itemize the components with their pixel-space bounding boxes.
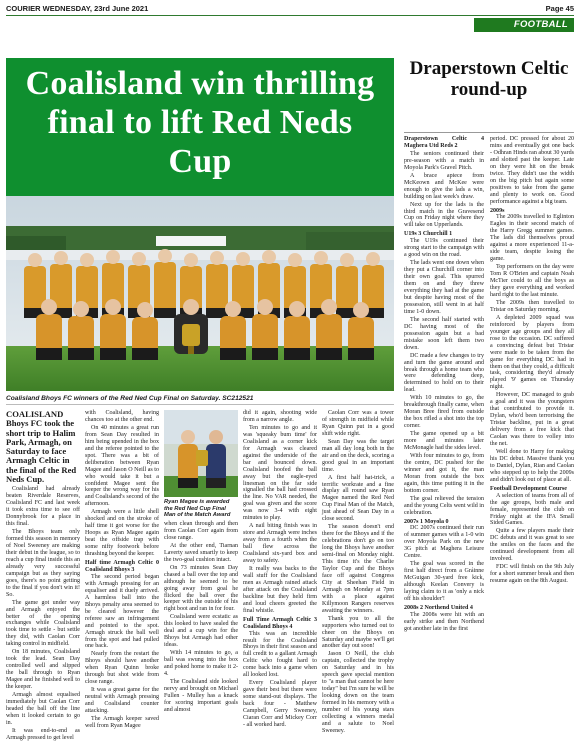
- paragraph: The second period began with Armagh pressing for an equaliser and it duely arrived. A harmless ball into the Bhoys penalty area seemed to be cleared however the referee saw an infringement and pointed to the spot. Armagh struck the ball well from the spot and had pulled one back.: [85, 573, 159, 650]
- paragraph: with Coalisland, having chances too at the other end.: [85, 410, 159, 423]
- paragraph: On 18 minutes, Coalisland took the lead. Sean Day controlled well and slipped the ball through to Ryan Magee and he finished well to the keeper.: [6, 649, 80, 691]
- paragraph: This was an incredible result for the Coalisland Bhoys in their first season and full credit to a gallant Armagh Celtic who fought hard to come back into a game when all looked lost.: [243, 630, 317, 679]
- paragraph: The Armagh keeper saved well from Ryan Magee: [85, 715, 159, 729]
- match-result: 2008s 2 Northend United 4: [404, 604, 473, 611]
- paragraph: The goal was scored in the first half direct from a Gráinne McGuigan 30-yard free kick, although Keelan Convery is laying claim to it as 'only a nick off his shoulder'!: [404, 561, 484, 602]
- sidebar-column-1: [404, 136, 484, 734]
- paragraph: Coalisland had already beaten Riverdale Reserves, Coalisland FC and last week it took extra time to see off Donnybrook for a place in this final.: [6, 486, 80, 528]
- paragraph: The 2009s then travelled to Tristar on Saturday morning.: [490, 299, 574, 313]
- paragraph: With 14 minutes to go, a ball was swung into the box and poked home to make it 2-4.: [164, 650, 238, 678]
- paragraph: DC 2007s continued their run of summer games with a 1-0 win over Moyola Park on the new 3G pitch at Maghera Leisure Centre.: [404, 525, 484, 560]
- paragraph: The seniors continued their pre-season with a match in Moyola Park's Gravel Pitch.: [404, 150, 484, 171]
- paragraph: However, DC managed to grab a goal and it was the youngsters that contributed to provide it. Dylan, who'd been terrorising the Tristar backline, put in a great delivery from a free kick that Caolan was there to volley into the net.: [490, 392, 574, 447]
- paragraph: did it again, shooting wide from a narrow angle.: [243, 410, 317, 423]
- masthead-rule: [6, 15, 574, 16]
- paragraph: Every Coalisland player gave their best but there were some stand-out displays. The back four - Matthew Campbell, Gerry Sweeney, Ciaran Corr and Mickey Corr - all worked hard.: [243, 680, 317, 728]
- paragraph: A selection of teams from all of the age groups, both male and female, represented the club on Friday night at the IFA Small Sided Games.: [490, 492, 574, 527]
- inset-photo: [164, 410, 238, 497]
- paragraph: The Coalisland side looked nervy and brought on Michael Fullen - Mulley has a knack for scoring important goals and almost: [164, 678, 238, 713]
- match-result: Draperstown Celtic 4 Maghera Utd Reds 2: [404, 136, 484, 149]
- paragraph: DC made a few changes to try and turn the game around and break through a home team who were defending deep, determined to hold on to their lead.: [404, 352, 484, 394]
- paragraph: Coalisland were ecstatic as this looked to have sealed the deal and a cup win for the Bhoys but Armagh had other ideas.: [164, 614, 238, 649]
- paragraph: With 10 minutes to go, the breakthrough finally came, when Moran Bree fired from outside the box rifled a shot into the top corner.: [404, 395, 484, 430]
- paragraph: FDC will finish on the 9th July for a short summer break and then resume again on the 8th August.: [490, 564, 574, 585]
- score-subhead: Half time Armagh Celtic 0 Coalisland Bhoys 3: [85, 560, 159, 573]
- sidebar-column-2: [490, 136, 574, 734]
- masthead: [6, 2, 574, 15]
- paragraph: Sean Day was the target man all day long both in the air and on the deck, scoring a good goal in an important time.: [322, 438, 394, 473]
- sidebar-rule: [404, 132, 574, 133]
- article-column-2: [85, 410, 159, 734]
- paragraph: The lads went one down when they put a Churchill corner into their own goal. This spurred them on and they threw everything they had at the game but despite having most of the possession, still went in at half time 1-0 down.: [404, 260, 484, 315]
- paragraph: Next up for the lads is the third match in the Gravesend Cup on Friday night where they will take on Upperlands.: [404, 201, 484, 229]
- paragraph: With four minutes to go, from the centre, DC pushed for the winner and got it, the man Moran from outside the box again, this time putting it in the bottom corner.: [404, 452, 484, 494]
- paragraph: The game got under way and Armagh enjoyed the better of the opening exchanges while Coalisland took time to settle - but settle they did, with Caolan Corr taking control in midfield.: [6, 599, 80, 648]
- paragraph: A nail biting finish was in store and Armagh were inches away from a fourth when the ball flew across the Coalisland six-yard box and away to safety.: [243, 523, 317, 565]
- paragraph: Caolan Corr was a tower of strength in midfield while Ryan Quinn put in a good shift wide right.: [322, 410, 394, 437]
- paragraph: Nearly from the restart the Bhoys should have another when Ryan Quinn broke through but shot wide from close range.: [85, 651, 159, 686]
- paragraph: At the other end, Tiarnan Laverty saved smartly to keep the two-goal cushion intact.: [164, 542, 238, 563]
- main-headline: Coalisland win thrilling final to lift Red Neds Cup: [25, 65, 375, 180]
- paragraph: Jason O Neill, the club captain, collected the trophy on Saturday and in his speech gave special mention to "a man that cannot be here today" but I'm sure he will be looking down on the team formed in his memory with a number of his young stars collecting a winners medal and a salute to Noel Sweeney.: [322, 651, 394, 734]
- article-column-5: [322, 410, 394, 734]
- paragraph: Armagh almost equalised immediately but Caolan Corr headed the ball off the line when it looked certain to go in.: [6, 692, 80, 726]
- photo-caption: Coalisland Bhoys FC winners of the Red Ned Cup Final on Saturday. SC212521: [6, 393, 394, 405]
- paragraph: Well done to Harry for making his DC debut. Massive thank you to Daniel, Dylan, Rian and Caolan who stepped up to help the 2009s and didn't look out of place at all.: [490, 448, 574, 483]
- inset-caption: Ryan Magee is awarded the Red Ned Cup Final Man of the Match Award: [164, 499, 231, 519]
- team-photo: [6, 196, 394, 391]
- paragraph: The Bhoys team only formed this season in memory of Noel Sweeney are making their debut in the league, so to reach a cup final inside this an already very successful campaign but as they saying goes, there's no point getting to the final if you don't win it! So.: [6, 529, 80, 598]
- paragraph: Ten minutes to go and it was 'squeaky bum time' for Coalisland as a corner kick for Armagh was cleared against the underside of the bar and bounced down. Coalisland hoofed the ball away but the eagle-eyed linesman on the far side signalled the ball had crossed the line. No VAR needed, the goal was given and the score was now 3-4 with eight minutes to play.: [243, 424, 317, 522]
- paragraph: period. DC pressed for about 20 mins and eventually got one back - Odhran Hinds ran about 30 yards and slotted past the keeper. Late on they were hit on the break twice. They didn't use the width on the big pitch but again some positives to take from the game and plenty to work on. Good performance against a big team.: [490, 136, 574, 205]
- paragraph: A first half hat-trick, a terrific workrate and a fine display all round saw Ryan Magee named the Red Ned Cup Final Man of the Match, just ahead of Sean Day in a close second.: [322, 474, 394, 523]
- sidebar-headline: Draperstown Celtic round-up: [409, 58, 569, 100]
- section-tag: FOOTBALL: [474, 18, 574, 32]
- paragraph: The season doesn't end there for the Bhoys and if the celebrations don't go on too long the Bhoys have another semi-final on Monday night. This time it's the Charlie Taylor Cup and the Bhoys face off against Congress City at Sheehan Field in Armagh on Monday at 7pm with a place against Killymoon Rangers reserves awaiting the winners.: [322, 524, 394, 614]
- score-subhead: Full Time Armagh Celtic 3 Coalisland Bhoys 4: [243, 616, 317, 630]
- paragraph: Armagh were a little shell shocked and on the stroke of half time it got worse for the Hoops as Ryan Magee again beat the offside trap with some nifty footwork before thrashing beyond the keeper.: [85, 509, 159, 558]
- match-result: 2007s 1 Moyola 0: [404, 518, 449, 525]
- paragraph: It was end-to-end as Armagh pressed to get level: [6, 727, 80, 741]
- match-result: U19s 3 Churchill 1: [404, 231, 453, 238]
- paragraph: A brace apiece from McKeown and McKee were enough to give the lads a win, building on last week's draw.: [404, 172, 484, 200]
- paragraph: The second half started with DC having most of the possession again but a bad mistake soon left them two down.: [404, 316, 484, 351]
- article-column-4: [243, 410, 317, 734]
- page-number: Page 45: [545, 4, 574, 13]
- paragraph: when clean through and then from Caolan Corr again from close range.: [164, 521, 238, 541]
- section-subhead: 2009s: [490, 207, 505, 214]
- paragraph: The U19s continued their strong start to the campaign with a good win on the road.: [404, 238, 484, 259]
- paragraph: The 2009s travelled to Eglinton Eagles in their second match of the Harry Gregg summer games. The lads did themselves proud against a more experienced 11-a-side team, despite losing the game.: [490, 214, 574, 263]
- paragraph: On 40 minutes a great run from Sean Day resulted in him being upended in the box and the referee pointed to the spot. There was a bit of deliberation between Ryan Magee and Jason O Neill as to who would take it but a confident Magee sent the keeper the wrong way for his and Coalisland's second of the afternoon.: [85, 424, 159, 508]
- paragraph: The goal relieved the tension and the young Celts went wild in celebration.: [404, 495, 484, 516]
- paragraph: The 2008s were hit with an early strike and then Northend got another late in the first: [404, 611, 484, 632]
- paragraph: It really was backs to the wall stuff for the Coalisland men as Armagh rained attack after attack on the Coalisland backline but they held firm and loud cheers greeted the final whistle.: [243, 565, 317, 614]
- paragraph: Top performers on the day were Tom R O'Brien and captain Noah McTier could to all the boys as they gave everything and worked hard right to the last minute.: [490, 264, 574, 298]
- paragraph: Quite a few players made their DC debuts and it was great to see the smiles on the faces and the continued development from all involved.: [490, 528, 574, 563]
- paragraph: The game opened up a bit more and minutes later McMonagle had the sides level.: [404, 431, 484, 451]
- inset-photo-block: [164, 410, 238, 518]
- article-lead: COALISLAND Bhoys FC took the short trip to Halim Park, Armagh, on Saturday to face Armagh Celtic in the final of the Red Neds Cup.: [6, 409, 77, 485]
- paragraph: Thank you to all the supporters who turned out to cheer on the Bhoys on Saturday and maybe we'll get another day out soon!: [322, 615, 394, 650]
- paragraph: A depleted 2009 squad was reinforced by players from younger age groups and they all rose to the occasion. DC suffered a convincing defeat but Tristar were made to be taken from the game for everything DC had in them on that they could, a difficult task, considering they'd already played '9' games on Thursday night.: [490, 314, 574, 391]
- paragraph: On 73 minutes Sean Day chased a ball over the top and although he seemed to be going away from goal he flicked the ball over the keeper with the outside of his right boot and ran in for four.: [164, 564, 238, 613]
- article-column-1: [6, 409, 80, 741]
- section-subhead: Football Development Course: [490, 485, 567, 492]
- masthead-date: COURIER WEDNESDAY, 23rd June 2021: [6, 4, 149, 13]
- paragraph: It was a great game for the neutral with Armagh pressing and Coalisland counter attacking.: [85, 687, 159, 715]
- article-column-3: [164, 521, 238, 734]
